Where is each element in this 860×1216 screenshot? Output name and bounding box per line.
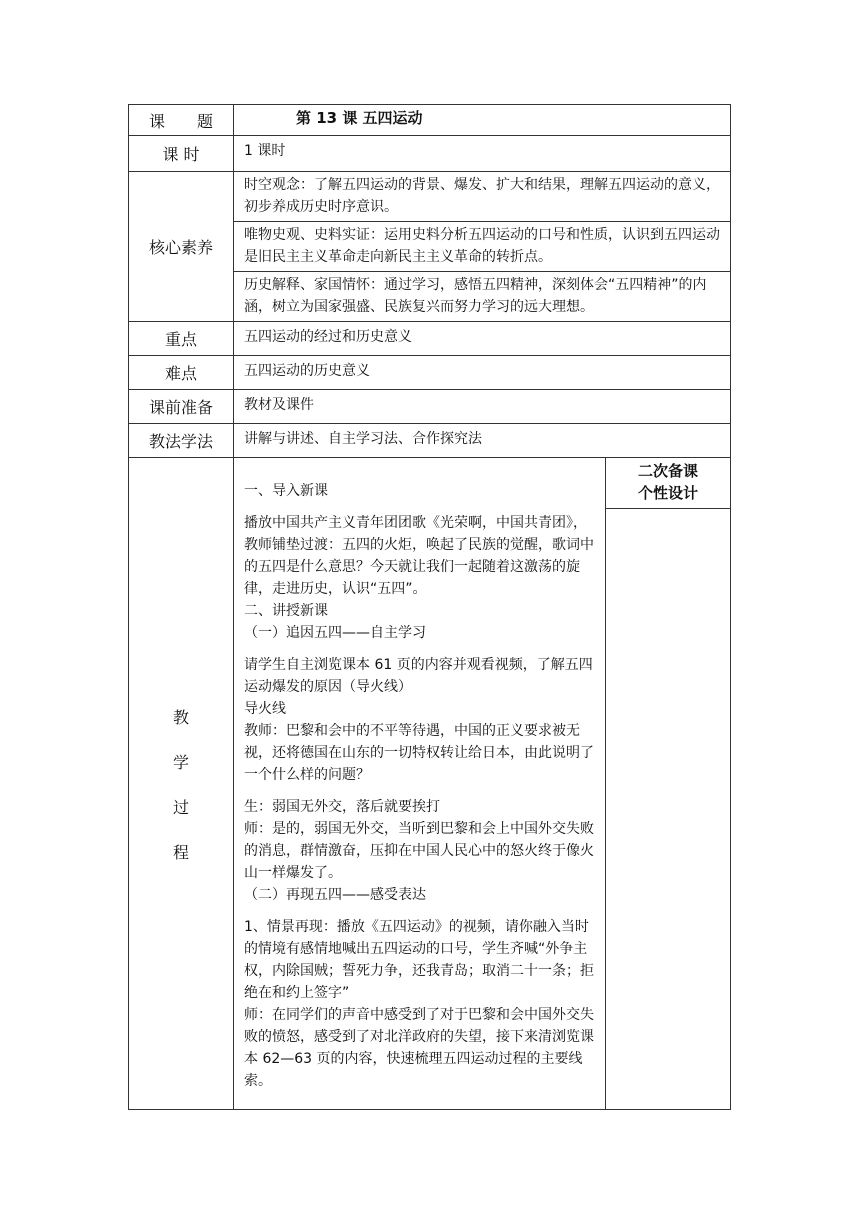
process-paragraph: 请学生自主浏览课本 61 页的内容并观看视频，了解五四运动爆发的原因（导火线） (244, 657, 593, 695)
lesson-plan-table (128, 104, 731, 1110)
difficult-point-label: 难点 (129, 356, 234, 390)
subsection-heading: （二）再现五四——感受表达 (244, 887, 426, 903)
topic-value: 第 13 课 五四运动 (234, 105, 731, 136)
process-paragraph: 导火线 (244, 701, 286, 717)
key-point-row (129, 322, 731, 356)
process-label-char: 过 (172, 797, 189, 817)
side-notes-header (606, 458, 730, 509)
topic-row (129, 105, 731, 136)
hours-label: 课 时 (129, 136, 234, 172)
process-label-char: 学 (172, 752, 189, 772)
hours-value: 1 课时 (234, 136, 731, 172)
process-paragraph: 教师：巴黎和会中的不平等待遇，中国的正义要求被无视，还将德国在山东的一切特权转让给日本，由此说明了一个什么样的问题？ (244, 723, 594, 783)
side-header-line: 个性设计 (638, 484, 699, 502)
key-point-label: 重点 (129, 322, 234, 356)
preparation-value: 教材及课件 (234, 390, 731, 424)
core-item: 历史解释、家国情怀：通过学习，感悟五四精神，深刻体会“五四精神”的内涵，树立为国家强盛、民族复兴而努力学习的远大理想。 (244, 277, 707, 315)
section-heading: 二、讲授新课 (244, 603, 328, 619)
process-content (234, 458, 606, 1110)
process-label-char: 程 (172, 842, 189, 862)
method-value: 讲解与讲述、自主学习法、合作探究法 (234, 424, 731, 458)
process-row (129, 458, 731, 1110)
preparation-row (129, 390, 731, 424)
method-label: 教法学法 (129, 424, 234, 458)
method-row (129, 424, 731, 458)
difficult-point-value: 五四运动的历史意义 (234, 356, 731, 390)
side-header-line: 二次备课 (638, 462, 699, 480)
hours-row (129, 136, 731, 172)
core-cell (234, 172, 731, 322)
process-paragraph: 1、情景再现：播放《五四运动》的视频，请你融入当时的情境有感情地喊出五四运动的口号，学生齐喊“外争主权，内除国贼；誓死力争，还我青岛；取消二十一条；拒绝在和约上签字” (244, 919, 594, 1001)
key-point-value: 五四运动的经过和历史意义 (234, 322, 731, 356)
difficult-point-row (129, 356, 731, 390)
core-item: 时空观念：了解五四运动的背景、爆发、扩大和结果，理解五四运动的意义，初步养成历史时序意识。 (234, 172, 730, 222)
subsection-heading: （一）追因五四——自主学习 (244, 625, 426, 641)
process-paragraph: 播放中国共产主义青年团团歌《光荣啊，中国共青团》，教师铺垫过渡：五四的火炬，唤起了民族的觉醒，歌词中的五四是什么意思？今天就让我们一起随着这激荡的旋律，走进历史，认识“五四”。 (244, 515, 594, 597)
core-row (129, 172, 731, 322)
process-paragraph: 生：弱国无外交，落后就要挨打 (244, 799, 440, 815)
core-label: 核心素养 (129, 172, 234, 322)
process-paragraph: 师：是的，弱国无外交，当听到巴黎和会上中国外交失败的消息，群情激奋，压抑在中国人民心中的怒火终于像火山一样爆发了。 (244, 821, 594, 881)
topic-label: 课 题 (129, 105, 234, 136)
process-label (129, 458, 234, 1110)
process-label-char: 教 (172, 707, 189, 727)
core-item: 唯物史观、史料实证：运用史料分析五四运动的口号和性质，认识到五四运动是旧民主主义革命走向新民主主义革命的转折点。 (234, 222, 730, 272)
side-notes-column (606, 458, 731, 1110)
preparation-label: 课前准备 (129, 390, 234, 424)
process-paragraph: 师：在同学们的声音中感受到了对于巴黎和会中国外交失败的愤怒，感受到了对北洋政府的失望，接下来清浏览课本 62—63 页的内容，快速梳理五四运动过程的主要线索。 (244, 1007, 594, 1089)
section-heading: 一、导入新课 (244, 483, 328, 499)
